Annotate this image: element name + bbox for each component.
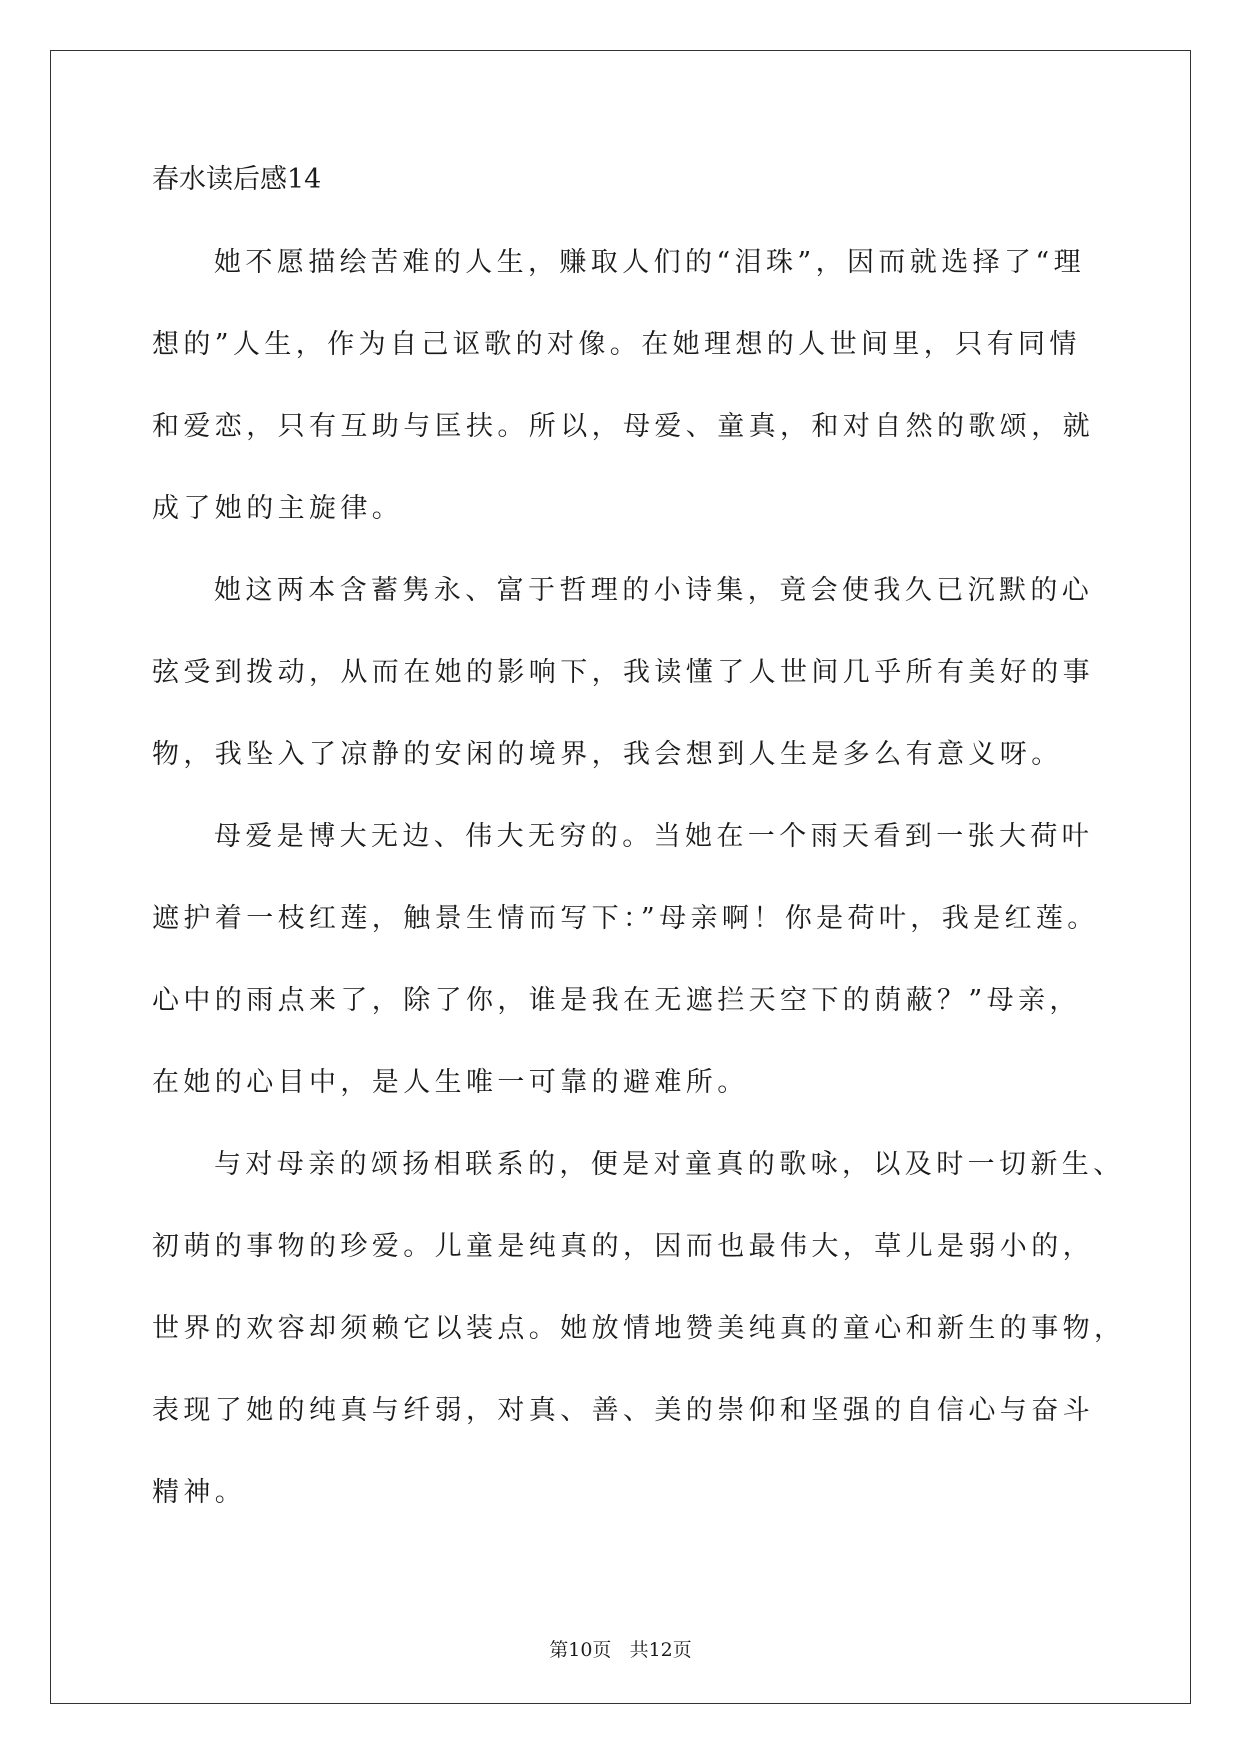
- text-line: 她不愿描绘苦难的人生，赚取人们的“泪珠”，因而就选择了“理: [214, 247, 1086, 278]
- text-line: 和爱恋，只有互助与匡扶。所以，母爱、童真，和对自然的歌颂，就: [152, 411, 1094, 442]
- text-line: 弦受到拨动，从而在她的影响下，我读懂了人世间几乎所有美好的事: [152, 657, 1094, 688]
- text-line: 心中的雨点来了，除了你，谁是我在无遮拦天空下的荫蔽？”母亲，: [152, 985, 1081, 1016]
- text-line: 她这两本含蓄隽永、富于哲理的小诗集，竟会使我久已沉默的心: [214, 575, 1094, 606]
- text-line: 成了她的主旋律。: [152, 493, 404, 524]
- page-total: 共12页: [629, 1639, 692, 1661]
- text-line: 物，我坠入了凉静的安闲的境界，我会想到人生是多么有意义呀。: [152, 739, 1063, 770]
- text-line: 母爱是博大无边、伟大无穷的。当她在一个雨天看到一张大荷叶: [214, 821, 1094, 852]
- page-footer: [0, 1638, 1241, 1662]
- document-body: [152, 160, 1126, 1534]
- text-line: 想的”人生，作为自己讴歌的对像。在她理想的人世间里，只有同情: [152, 329, 1081, 360]
- text-line: 初萌的事物的珍爱。儿童是纯真的，因而也最伟大，草儿是弱小的，: [152, 1231, 1094, 1262]
- text-line: 遮护着一枝红莲，触景生情而写下：”母亲啊！你是荷叶，我是红莲。: [152, 903, 1099, 934]
- text-line: 在她的心目中，是人生唯一可靠的避难所。: [152, 1067, 749, 1098]
- text-line: 表现了她的纯真与纤弱，对真、善、美的崇仰和坚强的自信心与奋斗: [152, 1395, 1094, 1426]
- text-line: 与对母亲的颂扬相联系的，便是对童真的歌咏，以及时一切新生、: [214, 1149, 1125, 1180]
- document-title: 春水读后感14: [152, 164, 322, 195]
- text-line: 精神。: [152, 1477, 247, 1508]
- text-line: 世界的欢容却须赖它以装点。她放情地赞美纯真的童心和新生的事物，: [152, 1313, 1126, 1344]
- page-number: 第10页: [549, 1639, 612, 1661]
